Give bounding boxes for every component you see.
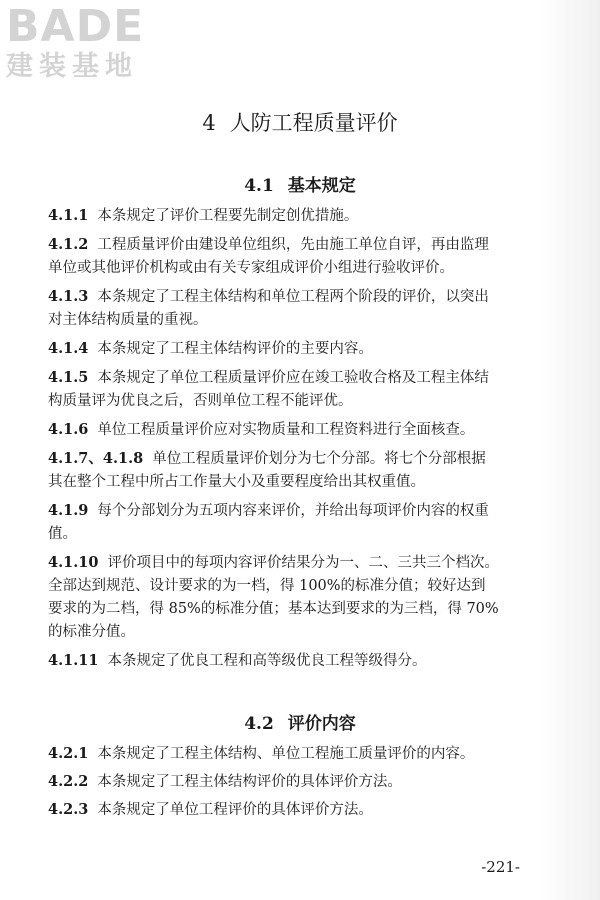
clause-text: 单位工程质量评价划分为七个分部。将七个分部根据其在整个工程中所占工作量大小及重要程度给出其权重值。 [48,451,486,490]
clause-number: 4.2.3 [48,801,89,818]
section-title-4-1 [0,174,600,198]
clause-text: 本条规定了工程主体结构、单位工程施工质量评价的内容。 [97,746,475,762]
clause-4-2-3 [48,798,500,822]
section-number: 4.2 [244,714,274,734]
section-title-text: 基本规定 [287,176,356,196]
clause-text: 每个分部划分为五项内容来评价，并给出每项评价内容的权重值。 [48,503,489,542]
section-4-1-items [48,204,500,678]
clause-text: 本条规定了工程主体结构评价的主要内容。 [97,341,373,357]
clause-text: 本条规定了评价工程要先制定创优措施。 [97,208,359,224]
clause-number: 4.1.3 [48,288,89,305]
chapter-number: 4 [202,111,216,135]
clause-number: 4.1.10 [48,554,99,571]
clause-number: 4.2.2 [48,773,89,790]
logo-mark: BADE [6,1,145,52]
clause-number: 4.1.7、4.1.8 [48,450,144,467]
logo-subtitle: 建装基地 [6,51,138,82]
clause-4-1-6 [48,418,500,442]
clause-number: 4.1.4 [48,340,89,357]
clause-text: 工程质量评价由建设单位组织，先由施工单位自评，再由监理单位或其他评价机构或由有关专家组成评价小组进行验收评价。 [48,237,489,276]
clause-4-1-5 [48,366,500,413]
watermark-logo [6,2,176,84]
clause-text: 本条规定了单位工程质量评价应在竣工验收合格及工程主体结构质量评为优良之后，否则单位工程不能评优。 [48,370,489,409]
section-title-text: 评价内容 [287,714,356,734]
clause-4-2-1 [48,742,500,766]
chapter-title [0,108,600,138]
clause-number: 4.1.2 [48,236,89,253]
clause-number: 4.1.9 [48,502,89,519]
clause-4-1-4 [48,337,500,361]
clause-text: 评价项目中的每项内容评价结果分为一、二、三共三个档次。全部达到规范、设计要求的为一档，得 100%的标准分值；较好达到要求的为二档，得 85%的标准分值；基本达到要求的为三档，得 70%的标准分值。 [48,555,499,640]
section-number: 4.1 [244,176,274,196]
section-title-4-2 [0,712,600,736]
clause-4-1-7-8 [48,447,500,494]
page-number: -221- [481,858,520,876]
clause-4-2-2 [48,770,500,794]
clause-text: 本条规定了工程主体结构评价的具体评价方法。 [97,774,402,790]
clause-number: 4.1.1 [48,207,89,224]
clause-4-1-11 [48,649,500,673]
clause-number: 4.1.5 [48,369,89,386]
clause-text: 本条规定了优良工程和高等级优良工程等级得分。 [107,653,427,669]
clause-4-1-2 [48,233,500,280]
clause-number: 4.1.11 [48,652,99,669]
clause-text: 单位工程质量评价应对实物质量和工程资料进行全面核查。 [97,422,475,438]
clause-4-1-9 [48,499,500,546]
clause-number: 4.2.1 [48,745,89,762]
chapter-title-text: 人防工程质量评价 [229,111,398,135]
clause-4-1-10 [48,551,500,644]
clause-text: 本条规定了工程主体结构和单位工程两个阶段的评价，以突出对主体结构质量的重视。 [48,289,489,328]
clause-4-1-1 [48,204,500,228]
section-4-2-items [48,742,500,826]
clause-text: 本条规定了单位工程评价的具体评价方法。 [97,802,373,818]
clause-number: 4.1.6 [48,421,89,438]
clause-4-1-3 [48,285,500,332]
